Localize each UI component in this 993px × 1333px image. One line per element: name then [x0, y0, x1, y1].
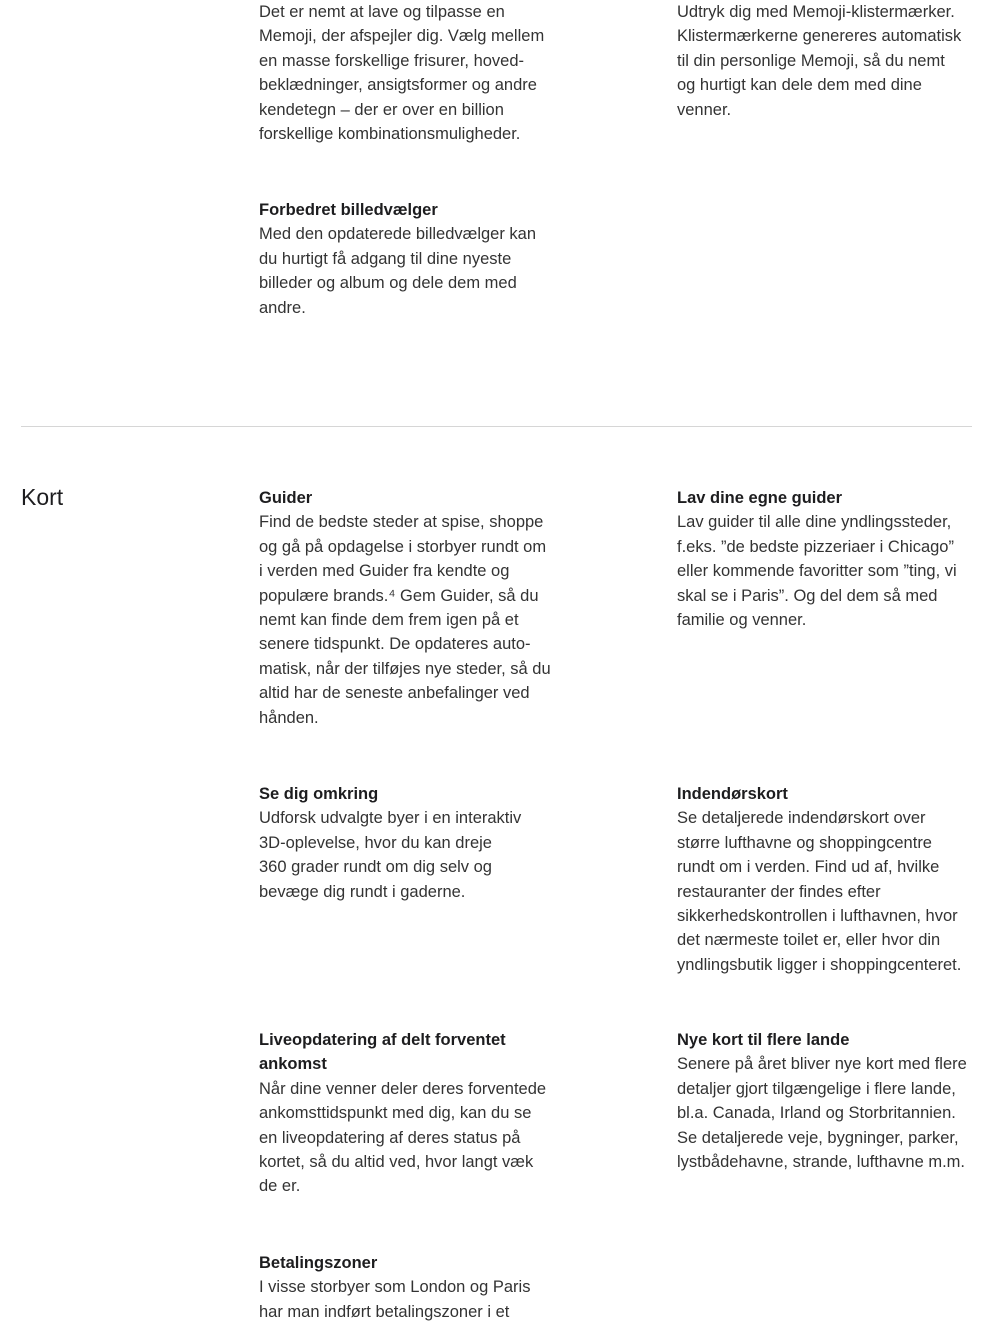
live-eta-line: de er. — [259, 1177, 301, 1196]
new-maps-feature — [677, 1028, 967, 1174]
memoji-create-line: Memoji, der afspejler dig. Vælg mellem — [259, 27, 545, 46]
guides-feature — [259, 486, 551, 730]
photo-picker-feature — [259, 198, 536, 320]
indoor-maps-line: større lufthavne og shoppingcentre — [677, 833, 932, 852]
memoji-stickers-line: til din personlige Memoji, så du nemt — [677, 51, 945, 70]
look-around-line: Udforsk udvalgte byer i en interaktiv — [259, 809, 522, 828]
memoji-create-line: kendetegn – der er over en billion — [259, 100, 504, 119]
memoji-create-text — [259, 0, 544, 146]
indoor-maps-line: det nærmeste toilet er, eller hvor din — [677, 931, 941, 950]
own-guides-line: eller kommende favoritter som ”ting, vi — [677, 562, 957, 581]
guides-line: Find de bedste steder at spise, shoppe — [259, 513, 544, 532]
memoji-create-line: forskellige kombinationsmuligheder. — [259, 125, 521, 144]
live-eta-feature — [259, 1028, 546, 1199]
live-eta-line: ankomsttidspunkt med dig, kan du se — [259, 1104, 532, 1123]
guides-line: hånden. — [259, 708, 319, 727]
own-guides-line: skal se i Paris”. Og del dem så med — [677, 586, 938, 605]
new-maps-line: Se detaljerede veje, bygninger, parker, — [677, 1128, 959, 1147]
memoji-stickers-line: venner. — [677, 100, 732, 119]
guides-line: senere tidspunkt. De opdateres auto- — [259, 635, 531, 654]
guides-line: altid har de seneste anbefalinger ved — [259, 684, 530, 703]
memoji-stickers-line: Udtryk dig med Memoji-klistermærker. — [677, 3, 955, 21]
guides-line: og gå på opdagelse i storbyer rundt om — [259, 537, 547, 556]
memoji-stickers-line: Klistermærkerne genereres automatisk — [677, 27, 962, 46]
look-around-line: bevæge dig rundt i gaderne. — [259, 882, 466, 901]
live-eta-title: ankomst — [259, 1055, 327, 1074]
live-eta-line: en liveopdatering af deres status på — [259, 1128, 521, 1147]
new-maps-line: detaljer gjort tilgængelige i flere lande, — [677, 1079, 956, 1098]
guides-line: populære brands.⁴ Gem Guider, så du — [259, 586, 539, 605]
live-eta-line: Når dine venner deler deres forventede — [259, 1079, 547, 1098]
guides-line: matisk, når der tilføjes nye steder, så du — [259, 659, 551, 678]
memoji-create-line: en masse forskellige frisurer, hoved- — [259, 51, 525, 70]
new-maps-line: bl.a. Canada, Irland og Storbritannien. — [677, 1104, 956, 1123]
indoor-maps-feature — [677, 782, 961, 977]
look-around-feature — [259, 782, 521, 904]
new-maps-line: lystbådehavne, strande, lufthavne m.m. — [677, 1153, 965, 1172]
section-divider — [21, 426, 972, 427]
congestion-zones-line: har man indført betalingszoner i et — [259, 1302, 510, 1321]
section-title-maps: Kort — [21, 484, 64, 510]
guides-line: i verden med Guider fra kendte og — [259, 562, 510, 581]
memoji-create-line: beklædninger, ansigtsformer og andre — [259, 76, 537, 95]
look-around-line: 3D-oplevelse, hvor du kan dreje — [259, 833, 492, 852]
own-guides-line: Lav guider til alle dine yndlingssteder, — [677, 513, 952, 532]
live-eta-title: Liveopdatering af delt forventet — [259, 1031, 506, 1049]
look-around-title: Se dig omkring — [259, 785, 379, 803]
indoor-maps-line: yndlingsbutik ligger i shoppingcenteret. — [677, 955, 962, 974]
memoji-stickers-line: og hurtigt kan dele dem med dine — [677, 76, 922, 95]
own-guides-line: familie og venner. — [677, 611, 807, 630]
photo-picker-title: Forbedret billedvælger — [259, 201, 438, 219]
congestion-zones-line: I visse storbyer som London og Paris — [259, 1278, 531, 1297]
photo-picker-line: andre. — [259, 298, 306, 317]
memoji-create-line: Det er nemt at lave og tilpasse en — [259, 3, 505, 21]
photo-picker-line: du hurtigt få adgang til dine nyeste — [259, 249, 512, 268]
guides-title: Guider — [259, 489, 313, 507]
indoor-maps-line: Se detaljerede indendørskort over — [677, 809, 926, 828]
congestion-zones-feature — [259, 1251, 530, 1324]
live-eta-line: kortet, så du altid ved, hvor langt væk — [259, 1153, 534, 1172]
photo-picker-line: Med den opdaterede billedvælger kan — [259, 225, 537, 244]
own-guides-title: Lav dine egne guider — [677, 489, 843, 507]
indoor-maps-line: rundt om i verden. Find ud af, hvilke — [677, 858, 940, 877]
guides-line: nemt kan finde dem frem igen på et — [259, 611, 519, 630]
new-maps-title: Nye kort til flere lande — [677, 1031, 850, 1049]
memoji-stickers-text — [677, 0, 961, 122]
new-maps-line: Senere på året bliver nye kort med flere — [677, 1055, 967, 1074]
indoor-maps-title: Indendørskort — [677, 785, 788, 803]
own-guides-feature — [677, 486, 957, 632]
indoor-maps-line: restauranter der findes efter — [677, 882, 881, 901]
look-around-line: 360 grader rundt om dig selv og — [259, 858, 492, 877]
photo-picker-line: billeder og album og dele dem med — [259, 274, 517, 293]
congestion-zones-title: Betalingszoner — [259, 1254, 378, 1272]
indoor-maps-line: sikkerhedskontrollen i lufthavnen, hvor — [677, 907, 958, 926]
own-guides-line: f.eks. ”de bedste pizzeriaer i Chicago” — [677, 537, 954, 556]
